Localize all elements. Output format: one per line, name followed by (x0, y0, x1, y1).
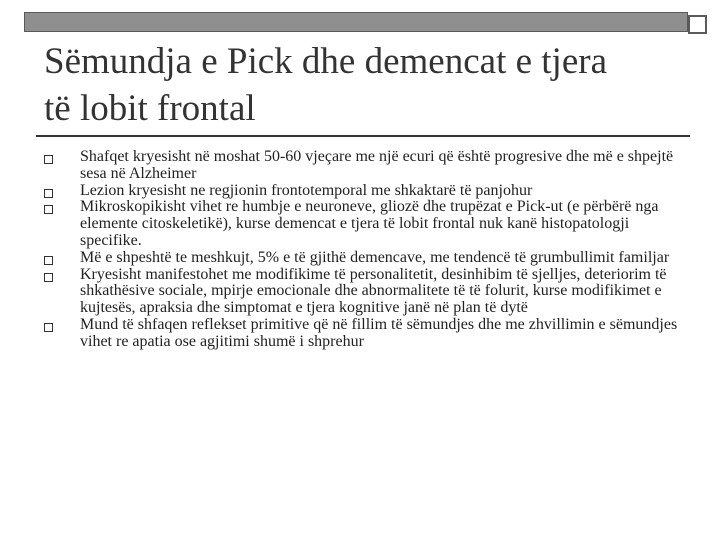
bullet-item-1 (44, 149, 684, 183)
hollow-square-bullet-icon (44, 189, 53, 198)
title-divider (36, 135, 690, 137)
hollow-square-bullet-icon (44, 205, 53, 214)
hollow-square-bullet-icon (44, 273, 53, 282)
corner-square-icon (688, 15, 707, 34)
hollow-square-bullet-icon (44, 323, 53, 332)
bullet-text-4: Më e shpeshtë te meshkujt, 5% e të gjithë demencave, me tendencë të grumbullimit familjar (80, 248, 670, 266)
bullet-text-3: Mikroskopikisht vihet re humbje e neuroneve, gliozë dhe trupëzat e Pick-ut (e përbërë nga elemente citoskeletikë), kurse demencat e tjera të lobit frontal nuk kanë histopatologji specifike. (80, 198, 659, 249)
bullet-text-2: Lezion kryesisht ne regjionin frontotemporal me shkaktarë të panjohur (80, 181, 533, 199)
bullet-item-2 (44, 183, 684, 200)
slide-title-line-1: Sëmundja e Pick dhe demencat e tjera (44, 41, 608, 82)
bullet-text-1: Shafqet kryesisht në moshat 50-60 vjeçare me një ecuri që është progresive dhe më e shpejtë sesa në Alzheimer (80, 148, 674, 182)
slide-title (44, 38, 684, 132)
slide-title-line-2: të lobit frontal (44, 88, 256, 129)
bullet-text-5: Kryesisht manifestohet me modifikime të personalitetit, desinhibim të sjelljes, deteriorim të shkathësive sociale, mpirje emocionale dhe abnormalitete të të folurit, kurse modifikimet e kujtesës, apraksia dhe simptomat e tjera kognitive janë në plan të dytë (80, 265, 667, 317)
top-decorative-bar (24, 12, 688, 32)
hollow-square-bullet-icon (44, 155, 53, 164)
hollow-square-bullet-icon (44, 256, 53, 265)
bullet-item-4 (44, 250, 684, 267)
bullet-item-3 (44, 199, 684, 249)
bullet-item-5 (44, 267, 684, 317)
bullet-item-6 (44, 317, 684, 351)
bullet-text-6: Mund të shfaqen reflekset primitive që në fillim të sëmundjes dhe me zhvillimin e sëmundjes vihet re apatia ose agjitimi shumë i shprehur (80, 315, 678, 350)
bullet-list (44, 149, 684, 351)
